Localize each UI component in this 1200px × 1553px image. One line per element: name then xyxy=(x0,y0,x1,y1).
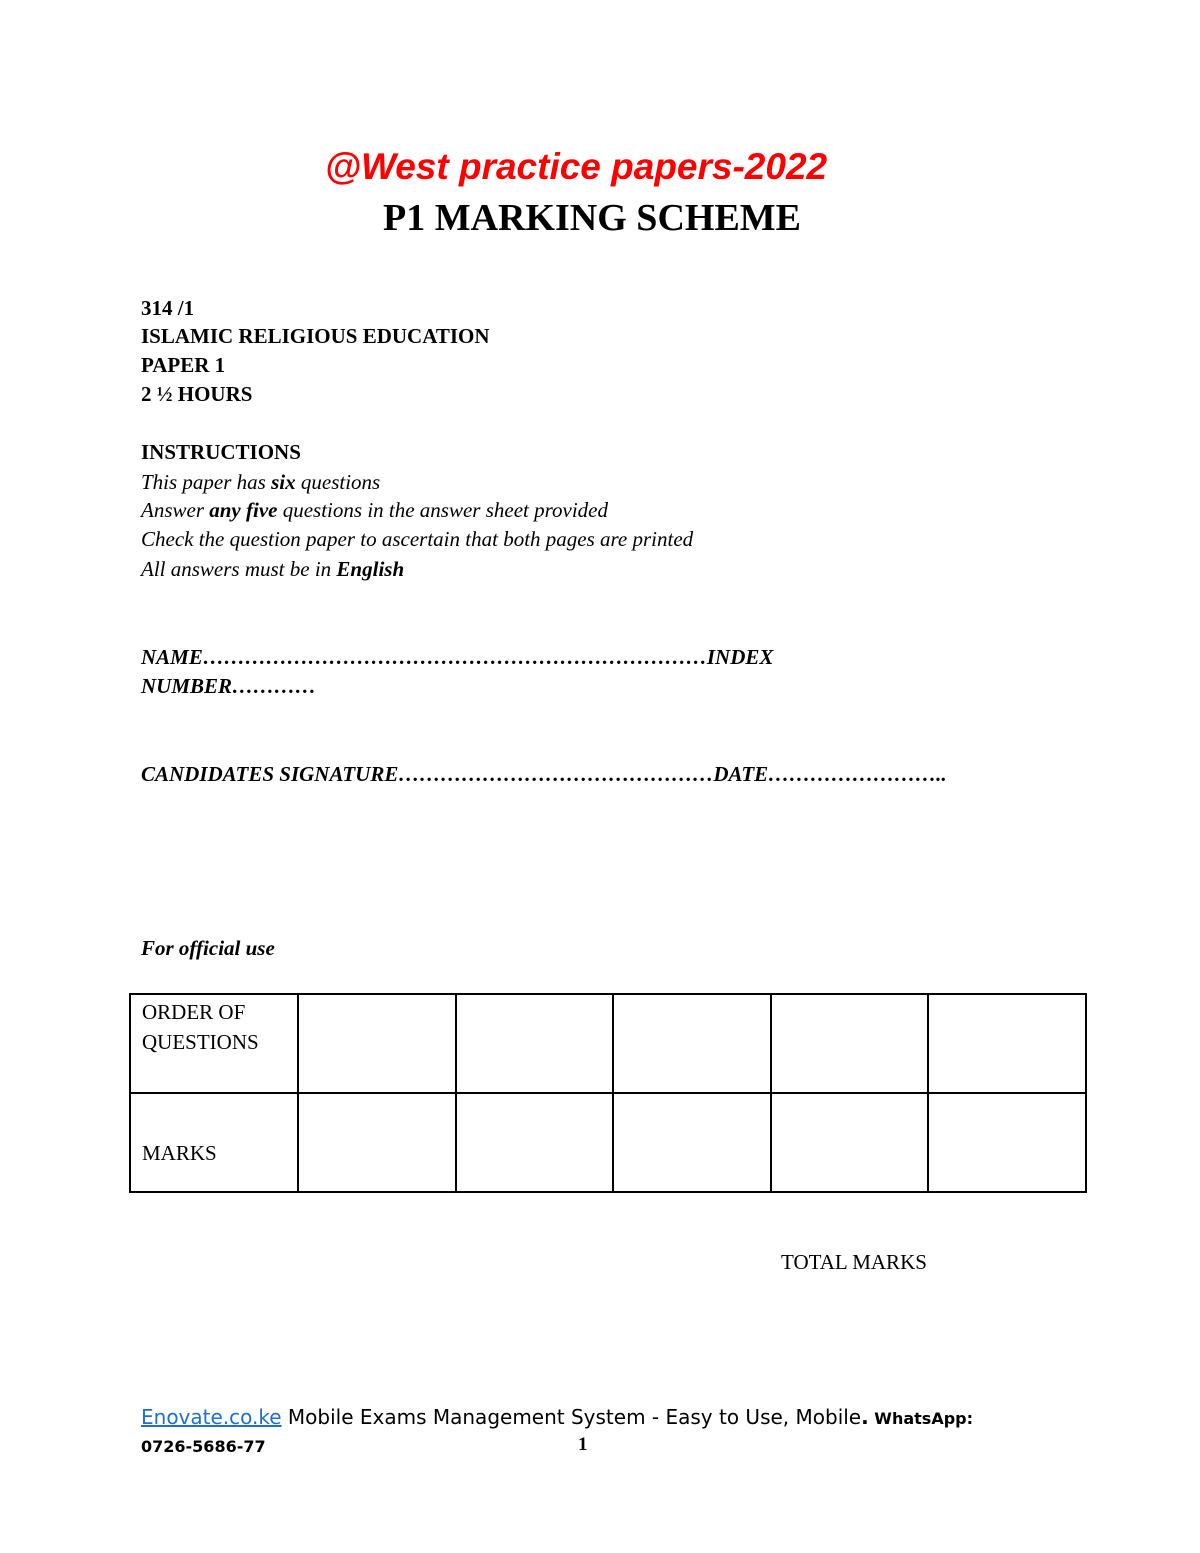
name-index-field: NAME………………………………………………………………INDEX xyxy=(141,645,774,669)
instruction-text: This paper has xyxy=(141,470,272,494)
official-use-label: For official use xyxy=(141,936,275,960)
page-number: 1 xyxy=(578,1434,588,1455)
table-cell xyxy=(771,1093,929,1192)
signature-date-field: CANDIDATES SIGNATURE………………………………………DATE…………………….. xyxy=(141,762,947,786)
page-title: P1 MARKING SCHEME xyxy=(383,197,801,239)
instruction-line-4 xyxy=(141,557,404,582)
total-marks-label: TOTAL MARKS xyxy=(781,1250,927,1274)
table-cell xyxy=(298,1093,456,1192)
table-cell xyxy=(928,994,1086,1093)
table-row xyxy=(130,994,1086,1093)
paper-duration: 2 ½ HOURS xyxy=(141,382,253,406)
instruction-emphasis: any five xyxy=(209,498,278,522)
paper-code: 314 /1 xyxy=(141,296,195,320)
instruction-text: questions in the answer sheet provided xyxy=(277,498,608,522)
number-field: NUMBER………… xyxy=(141,674,317,698)
marks-label: MARKS xyxy=(142,1141,217,1165)
footer-text: Mobile Exams Management System - Easy to Use, Mobile xyxy=(281,1405,862,1429)
marks-table xyxy=(129,993,1087,1193)
instruction-emphasis: six xyxy=(271,470,296,494)
instruction-text: questions xyxy=(295,470,381,494)
instruction-text: Answer xyxy=(141,498,210,522)
instructions-heading: INSTRUCTIONS xyxy=(141,440,301,464)
order-label-line-1: ORDER OF xyxy=(142,1000,246,1024)
table-cell xyxy=(928,1093,1086,1192)
order-label-line-2: QUESTIONS xyxy=(142,1030,259,1054)
instruction-line-1 xyxy=(141,470,380,495)
marks-label-cell xyxy=(130,1093,298,1192)
table-cell xyxy=(456,994,614,1093)
instruction-line-2 xyxy=(141,498,608,523)
footer-dot: . xyxy=(861,1405,869,1429)
instruction-line-3: Check the question paper to ascertain that both pages are printed xyxy=(141,527,694,551)
whatsapp-label: WhatsApp: xyxy=(868,1409,973,1428)
table-row xyxy=(130,1093,1086,1192)
phone-number: 0726-5686-77 xyxy=(141,1437,266,1456)
table-cell xyxy=(456,1093,614,1192)
order-of-questions-label xyxy=(130,994,298,1093)
footer-line xyxy=(141,1405,973,1429)
paper-number: PAPER 1 xyxy=(141,353,226,377)
enovate-link[interactable]: Enovate.co.ke xyxy=(141,1405,282,1429)
instruction-text: All answers must be in xyxy=(141,557,337,581)
table-cell xyxy=(771,994,929,1093)
table-cell xyxy=(298,994,456,1093)
subject-name: ISLAMIC RELIGIOUS EDUCATION xyxy=(141,324,490,348)
table-cell xyxy=(613,1093,771,1192)
instruction-emphasis: English xyxy=(336,557,405,581)
table-cell xyxy=(613,994,771,1093)
brand-heading: @West practice papers-2022 xyxy=(324,146,828,187)
